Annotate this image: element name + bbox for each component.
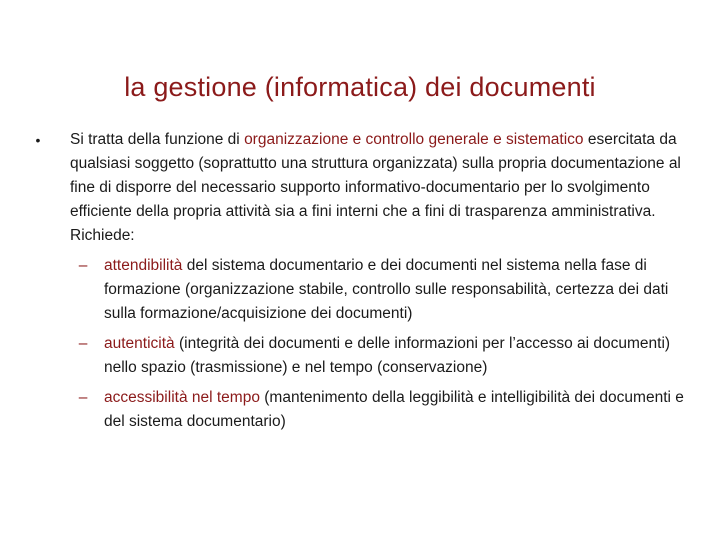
sub-term: autenticità [104,335,175,352]
main-bullet [32,128,692,248]
sub-term: accessibilità nel tempo [104,389,260,406]
sub-bullet-accessibilita [32,386,692,434]
sub-bullet-list [32,254,692,434]
sub-text: (mantenimento della leggibilità e intelligibilità dei documenti e del sistema documentario) [104,389,684,430]
dash-icon: – [78,389,88,406]
dash-icon: – [78,257,88,274]
sub-text: del sistema documentario e dei documenti nel sistema nella fase di formazione (organizzazione stabile, controllo sulle responsabilità, certezza dei dati sulla formazione/acquisizione dei documenti) [104,257,669,322]
sub-bullet-attendibilita [32,254,692,326]
main-text-end: esercitata da qualsiasi soggetto (soprattutto una struttura organizzata) sulla propria documentazione al fine di disporre del necessario supporto informativo-documentario per lo svolgimento efficiente della propria attività sia a fini interni che a fini di trasparenza amministrativa. Richiede: [70,131,681,244]
main-emphasis: organizzazione e controllo generale e sistematico [244,131,584,148]
slide-title: la gestione (informatica) dei documenti [124,72,596,102]
slide-body [32,128,692,440]
sub-text: (integrità dei documenti e delle informazioni per l’accesso ai documenti) nello spazio (trasmissione) e nel tempo (conservazione) [104,335,671,376]
main-text-start: Si tratta della funzione di [70,131,245,148]
bullet-icon: • [35,132,41,148]
sub-bullet-autenticita [32,332,692,380]
sub-term: attendibilità [104,257,183,274]
dash-icon: – [78,335,88,352]
